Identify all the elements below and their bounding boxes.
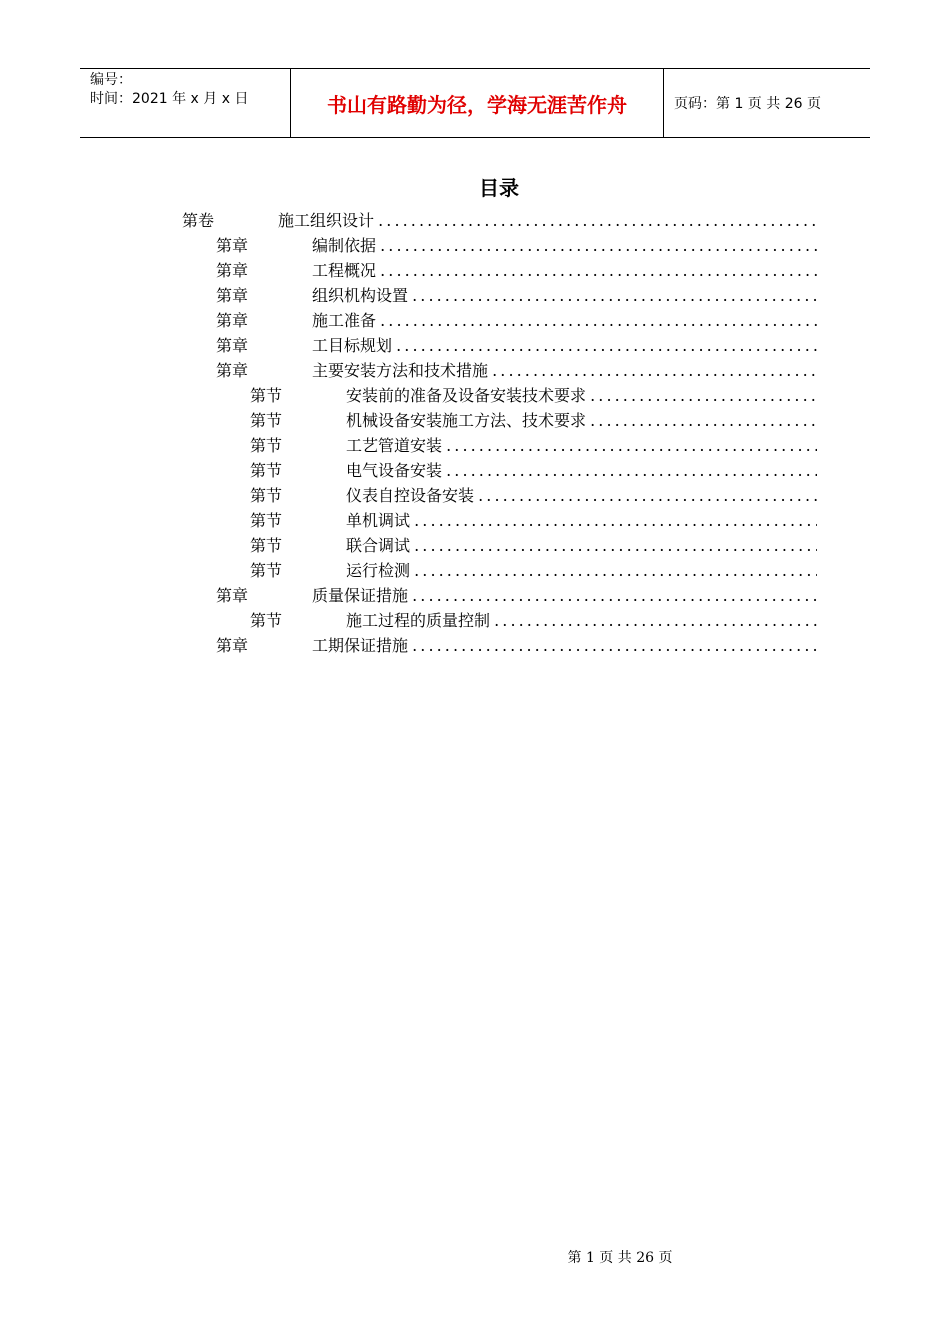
toc-entry-title: 组织机构设置 . . . [312,283,817,308]
toc-entry[interactable] [0,633,950,658]
toc-entry-title: 工期保证措施 . . . [312,633,817,658]
toc-entry[interactable] [0,283,950,308]
toc-entry-title: 联合调试 . . . [346,533,817,558]
toc-entry-number: 第章 [216,636,249,655]
toc-title: 目录 [479,176,519,200]
header-page-info: 页码：第 1 页 共 26 页 [674,96,821,112]
header-motto: 书山有路勤为径，学海无涯苦作舟 [291,69,664,137]
toc-entry[interactable] [0,533,950,558]
toc-entry-number: 第章 [216,286,249,305]
toc-entry-number: 第章 [216,586,249,605]
toc-entry-number: 第节 [250,436,283,455]
toc-entry-title: 单机调试 . . . [346,508,817,533]
document-time-label: 时间：2021 年 x 月 x 日 [90,91,249,107]
toc-entry[interactable] [0,308,950,333]
toc-entry-number: 第节 [250,611,283,630]
toc-entry-number: 第节 [250,386,283,405]
document-number-label: 编号： [90,72,132,88]
toc-entry-title: 仪表自控设备安装 . . . [346,483,817,508]
toc-entry[interactable] [0,233,950,258]
toc-entry[interactable] [0,433,950,458]
toc-entry-title: 施工准备 . . . [312,308,817,333]
toc-entry[interactable] [0,333,950,358]
toc-entry-title: 质量保证措施 . . . [312,583,817,608]
toc-entry-number: 第章 [216,261,249,280]
toc-entry[interactable] [0,558,950,583]
page-header [80,68,870,138]
toc-entry-number: 第节 [250,561,283,580]
toc-entry-number: 第章 [216,311,249,330]
toc-entry[interactable] [0,508,950,533]
toc-entry[interactable] [0,458,950,483]
toc-entry[interactable] [0,258,950,283]
toc-entry-number: 第章 [216,336,249,355]
toc-entry-number: 第节 [250,536,283,555]
toc-entry-number: 第章 [216,361,249,380]
toc-entry-title: 工目标规划 . . . [312,333,817,358]
toc-entry[interactable] [0,608,950,633]
toc-entry-title: 电气设备安装 . . . [346,458,817,483]
toc-entry-number: 第节 [250,486,283,505]
toc-entry-title: 施工组织设计 . . . [278,208,817,233]
toc-entry-number: 第章 [216,236,249,255]
toc-entry[interactable] [0,358,950,383]
toc-entry[interactable] [0,483,950,508]
toc-entry-title: 安装前的准备及设备安装技术要求 . . . [346,383,817,408]
toc-entry-title: 工程概况 . . . [312,258,817,283]
toc-entry-number: 第节 [250,461,283,480]
toc-entry-title: 编制依据 . . . [312,233,817,258]
toc-entry-title: 工艺管道安装 . . . [346,433,817,458]
header-meta [80,69,291,137]
toc-entry-number: 第卷 [182,211,215,230]
page-footer: 第 1 页 共 26 页 [567,1250,673,1266]
toc-entry-title: 机械设备安装施工方法、技术要求 . . . [346,408,817,433]
table-of-contents [0,208,950,658]
toc-entry-number: 第节 [250,411,283,430]
toc-entry[interactable] [0,208,950,233]
toc-entry-title: 运行检测 . . . [346,558,817,583]
toc-entry-title: 施工过程的质量控制 . . . [346,608,817,633]
toc-entry[interactable] [0,383,950,408]
toc-entry-number: 第节 [250,511,283,530]
toc-entry[interactable] [0,583,950,608]
toc-entry-title: 主要安装方法和技术措施 . . . [312,358,817,383]
toc-entry[interactable] [0,408,950,433]
